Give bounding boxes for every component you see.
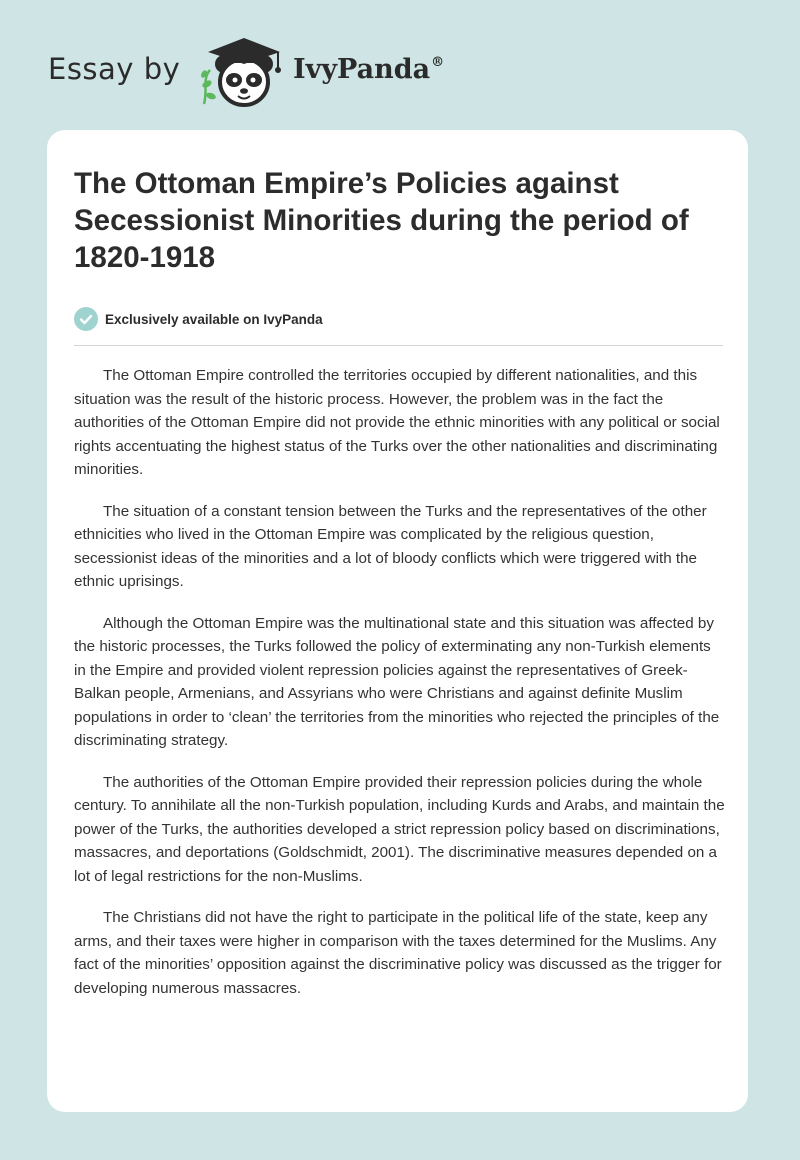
brand-name — [293, 54, 444, 85]
brand-prefix: Essay by — [48, 52, 181, 86]
essay-card — [47, 130, 748, 1112]
page-title: The Ottoman Empire’s Policies against Secessionist Minorities during the period of 1820-1918 — [74, 167, 689, 274]
registered-mark: ® — [431, 55, 445, 70]
check-badge-icon — [74, 307, 98, 331]
paragraph: The situation of a constant tension between the Turks and the representatives of the other ethnicities who lived in the Ottoman Empire was complicated by the religious question, secessionist ideas of the minorities and a lot of bloody conflicts which were triggered with the ethnic uprisings. — [74, 502, 707, 590]
brand-header[interactable] — [48, 34, 508, 110]
essay-body — [74, 364, 725, 1018]
divider — [74, 345, 723, 346]
exclusive-badge — [74, 307, 323, 331]
paragraph: The authorities of the Ottoman Empire provided their repression policies during the whole century. To annihilate all the non-Turkish population, including Kurds and Arabs, and maintain the power of the Turks, the authorities developed a strict repression policy based on discriminations, massacres, and deportations (Goldschmidt, 2001). The discriminative measures depended on a lot of legal restrictions for the non-Muslims. — [74, 773, 725, 885]
paragraph: The Ottoman Empire controlled the territories occupied by different nationalities, and this situation was the result of the historic process. However, the problem was in the fact the authorities of the Ottoman Empire did not provide the ethnic minorities with any political or social rights accentuating the highest status of the Turks over the other nationalities and discriminating minorities. — [74, 367, 720, 478]
exclusive-label: Exclusively available on IvyPanda — [105, 311, 323, 327]
paragraph: The Christians did not have the right to participate in the political life of the state, keep any arms, and their taxes were higher in comparison with the taxes determined for the Muslims. Any fact of the minorities’ opposition against the discriminative policy was discussed as the trigger for developing numerous massacres. — [74, 909, 722, 997]
brand-name-text: IvyPanda — [293, 54, 431, 85]
paragraph: Although the Ottoman Empire was the multinational state and this situation was affected by the historic processes, the Turks followed the policy of exterminating any non-Turkish elements in the Empire and provided violent repression policies against the representatives of Greek-Balkan people, Armenians, and Assyrians who were Christians and against definite Muslim populations in order to ‘clean’ the territories from the minorities who rejected the principles of the discriminating strategy. — [74, 614, 720, 749]
panda-graduation-cap-icon — [198, 34, 288, 110]
